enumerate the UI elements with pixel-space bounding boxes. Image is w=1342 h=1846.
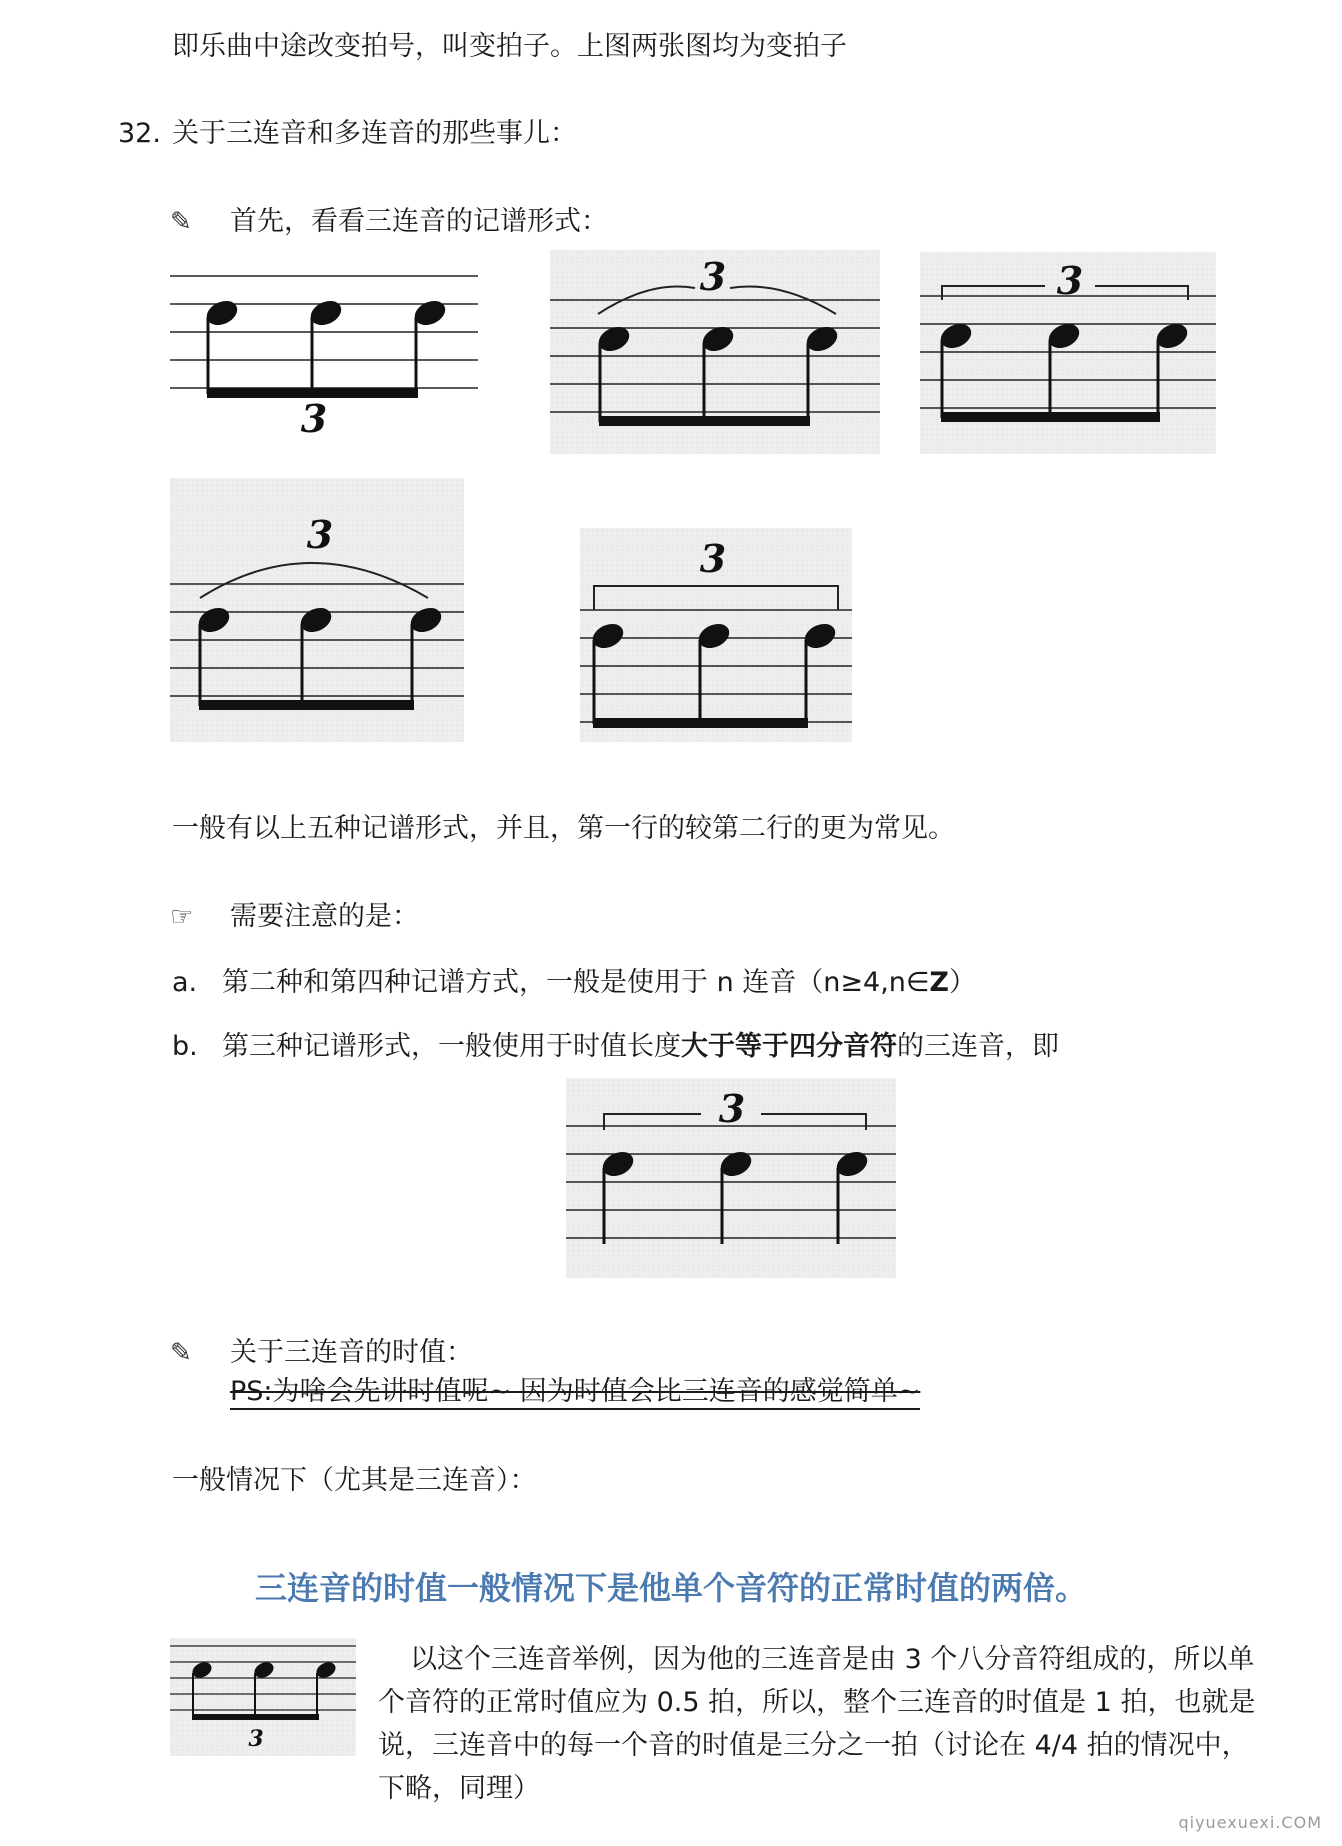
tuplet-number: 3 <box>306 512 334 557</box>
item-heading: 关于三连音和多连音的那些事儿： <box>172 118 577 149</box>
triplet-figure-1 <box>170 262 478 456</box>
item-a-text: 第二种和第四种记谱方式，一般是使用于 n 连音（n≥4,n∈Z） <box>222 967 976 998</box>
item-number: 32. <box>118 118 161 149</box>
pencil-icon: ✎ <box>170 207 192 237</box>
triplet-figure-5 <box>580 528 852 742</box>
triplet-figure-3 <box>920 252 1216 454</box>
item-a-label: a. <box>172 967 198 998</box>
duration-heading: 关于三连音的时值： <box>230 1337 473 1368</box>
general-case-line: 一般情况下（尤其是三连音）： <box>172 1465 537 1496</box>
headline: 三连音的时值一般情况下是他单个音符的正常时值的两倍。 <box>254 1569 1087 1607</box>
explanation-paragraph: 以这个三连音举例，因为他的三连音是由 3 个八分音符组成的，所以单个音符的正常时值应为 0.5 拍，所以，整个三连音的时值是 1 拍，也就是说，三连音中的每一个音的时值是三分之一拍（讨论在 4/4 拍的情况中，下略，同理） <box>378 1644 1256 1804</box>
tuplet-number: 3 <box>699 254 727 299</box>
intro-line: 即乐曲中途改变拍号，叫变拍子。上图两张图均为变拍子 <box>172 31 847 62</box>
item-b-text: 第三种记谱形式，一般使用于时值长度大于等于四分音符的三连音，即 <box>222 1031 1059 1062</box>
triplet-figure-4 <box>170 478 464 742</box>
summary-line: 一般有以上五种记谱形式，并且，第一行的较第二行的更为常见。 <box>172 813 955 844</box>
tuplet-number: 3 <box>300 396 328 441</box>
pencil-icon: ✎ <box>170 1338 192 1368</box>
small-triplet-figure <box>170 1638 356 1756</box>
quarter-triplet-figure <box>566 1078 896 1278</box>
tuplet-number: 3 <box>718 1086 746 1131</box>
tuplet-number: 3 <box>248 1726 264 1752</box>
tuplet-number: 3 <box>1056 258 1084 303</box>
pointing-hand-icon: ☞ <box>170 902 194 932</box>
triplet-figure-2 <box>550 250 880 454</box>
notation-intro: 首先，看看三连音的记谱形式： <box>230 206 608 237</box>
ps-note: PS:为啥会先讲时值呢~ 因为时值会比三连音的感觉简单~ <box>230 1376 920 1410</box>
watermark: qiyuexuexi.COM <box>1178 1813 1322 1832</box>
tuplet-number: 3 <box>699 536 727 581</box>
note-heading: 需要注意的是： <box>230 901 419 932</box>
item-b-label: b. <box>172 1031 198 1062</box>
